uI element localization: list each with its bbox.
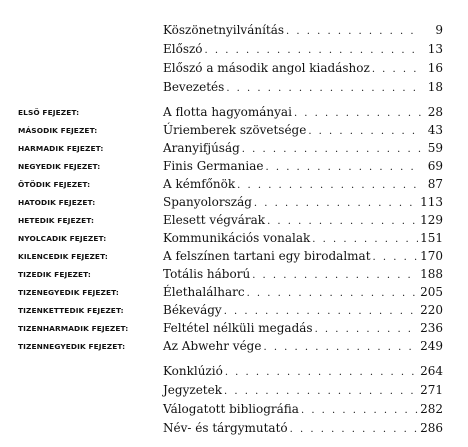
chapter-label: HARMADIK FEJEZET: <box>18 144 104 153</box>
toc-entry <box>163 319 443 339</box>
toc-row-chapter-9 <box>0 247 468 265</box>
toc-title: Elesett végvárak <box>163 213 266 227</box>
chapter-label: ÖTÖDIK FEJEZET: <box>18 180 91 189</box>
toc-row-front-3 <box>0 78 468 96</box>
toc-page-number: 129 <box>420 213 443 227</box>
toc-title: Feltétel nélküli megadás <box>163 321 313 335</box>
toc-title: Totális háború <box>163 267 251 281</box>
toc-entry <box>163 381 443 401</box>
toc-row-chapter-11 <box>0 283 468 301</box>
chapter-label: HATODIK FEJEZET: <box>18 198 96 207</box>
leader-dots <box>224 383 418 401</box>
toc-title: Aranyifjúság <box>163 141 240 155</box>
toc-entry <box>163 139 443 159</box>
toc-row-chapter-2 <box>0 121 468 139</box>
toc-title: Köszönetnyilvánítás <box>163 23 285 37</box>
toc-page-number: 205 <box>420 285 443 299</box>
toc-entry <box>163 211 443 231</box>
toc-entry <box>163 229 443 249</box>
toc-entry <box>163 419 443 439</box>
leader-dots <box>225 364 418 382</box>
toc-entry <box>163 175 443 195</box>
toc-row-front-0 <box>0 21 468 39</box>
toc-row-chapter-4 <box>0 157 468 175</box>
chapter-label: TIZENKETTEDIK FEJEZET: <box>18 306 124 315</box>
toc-title: Kommunikációs vonalak <box>163 231 311 245</box>
toc-page-number: 271 <box>420 383 443 397</box>
toc-title: Bevezetés <box>163 80 225 94</box>
toc-entry <box>163 301 443 321</box>
toc-title: Név- és tárgymutató <box>163 421 288 435</box>
toc-row-chapter-13 <box>0 319 468 337</box>
chapter-label: TIZENHARMADIK FEJEZET: <box>18 324 129 333</box>
toc-row-front-1 <box>0 40 468 58</box>
chapter-label: TIZEDIK FEJEZET: <box>18 270 91 279</box>
toc-entry <box>163 362 443 382</box>
toc-entry <box>163 103 443 123</box>
leader-dots <box>286 23 421 41</box>
toc-title: Finis Germaniae <box>163 159 264 173</box>
toc-entry <box>163 193 443 213</box>
toc-entry <box>163 157 443 177</box>
toc-row-chapter-1 <box>0 103 468 121</box>
toc-entry <box>163 265 443 285</box>
toc-row-chapter-3 <box>0 139 468 157</box>
toc-page-number: 264 <box>420 364 443 378</box>
toc-page-number: 151 <box>420 231 443 245</box>
toc-page-number: 59 <box>427 141 443 155</box>
toc-page-number: 69 <box>427 159 443 173</box>
toc-page-number: 249 <box>420 339 443 353</box>
toc-title: A flotta hagyományai <box>163 105 292 119</box>
leader-dots <box>263 339 418 357</box>
toc-title: A kémfőnök <box>163 177 236 191</box>
toc-title: Előszó <box>163 42 203 56</box>
toc-title: Válogatott bibliográfia <box>163 402 299 416</box>
toc-entry <box>163 337 443 357</box>
chapter-label: HETEDIK FEJEZET: <box>18 216 95 225</box>
toc-row-chapter-6 <box>0 193 468 211</box>
toc-entry <box>163 21 443 41</box>
toc-page-number: 282 <box>420 402 443 416</box>
leader-dots <box>290 421 418 439</box>
toc-page-number: 9 <box>435 23 443 37</box>
toc-page-number: 28 <box>427 105 443 119</box>
toc-entry <box>163 78 443 98</box>
toc-page-number: 236 <box>420 321 443 335</box>
toc-row-back-2 <box>0 400 468 418</box>
toc-row-front-2 <box>0 59 468 77</box>
toc-page-number: 43 <box>427 123 443 137</box>
toc-row-chapter-7 <box>0 211 468 229</box>
toc-row-chapter-14 <box>0 337 468 355</box>
toc-page-number: 220 <box>420 303 443 317</box>
toc-entry <box>163 121 443 141</box>
chapter-label: ELSŐ FEJEZET: <box>18 108 80 117</box>
chapter-label: TIZENNEGYEDIK FEJEZET: <box>18 342 126 351</box>
leader-dots <box>301 402 418 420</box>
chapter-label: KILENCEDIK FEJEZET: <box>18 252 108 261</box>
toc-page-number: 113 <box>420 195 443 209</box>
toc-title: Élethalálharc <box>163 285 245 299</box>
toc-entry <box>163 59 443 79</box>
toc-page-number: 18 <box>427 80 443 94</box>
toc-row-back-1 <box>0 381 468 399</box>
toc-row-back-0 <box>0 362 468 380</box>
toc-page-number: 87 <box>427 177 443 191</box>
toc-page-number: 188 <box>420 267 443 281</box>
toc-row-chapter-5 <box>0 175 468 193</box>
chapter-label: NYOLCADIK FEJEZET: <box>18 234 107 243</box>
chapter-label: NEGYEDIK FEJEZET: <box>18 162 101 171</box>
toc-entry <box>163 247 443 267</box>
toc-entry <box>163 283 443 303</box>
toc-page-number: 13 <box>427 42 443 56</box>
toc-row-back-3 <box>0 419 468 437</box>
toc-title: Békevágy <box>163 303 222 317</box>
toc-title: Konklúzió <box>163 364 223 378</box>
toc-title: Előszó a második angol kiadáshoz <box>163 61 370 75</box>
toc-page-number: 286 <box>420 421 443 435</box>
toc-row-chapter-10 <box>0 265 468 283</box>
toc-row-chapter-12 <box>0 301 468 319</box>
toc-title: Az Abwehr vége <box>163 339 262 353</box>
leader-dots <box>372 61 421 79</box>
toc-title: Spanyolország <box>163 195 252 209</box>
toc-page-number: 170 <box>420 249 443 263</box>
leader-dots <box>205 42 421 60</box>
leader-dots <box>226 80 421 98</box>
toc-row-chapter-8 <box>0 229 468 247</box>
toc-title: Jegyzetek <box>163 383 222 397</box>
chapter-label: MÁSODIK FEJEZET: <box>18 126 98 135</box>
chapter-label: TIZENEGYEDIK FEJEZET: <box>18 288 119 297</box>
toc-title: Úriemberek szövetsége <box>163 123 307 137</box>
toc-page-number: 16 <box>427 61 443 75</box>
toc-entry <box>163 40 443 60</box>
toc-entry <box>163 400 443 420</box>
toc-title: A felszínen tartani egy birodalmat <box>163 249 371 263</box>
